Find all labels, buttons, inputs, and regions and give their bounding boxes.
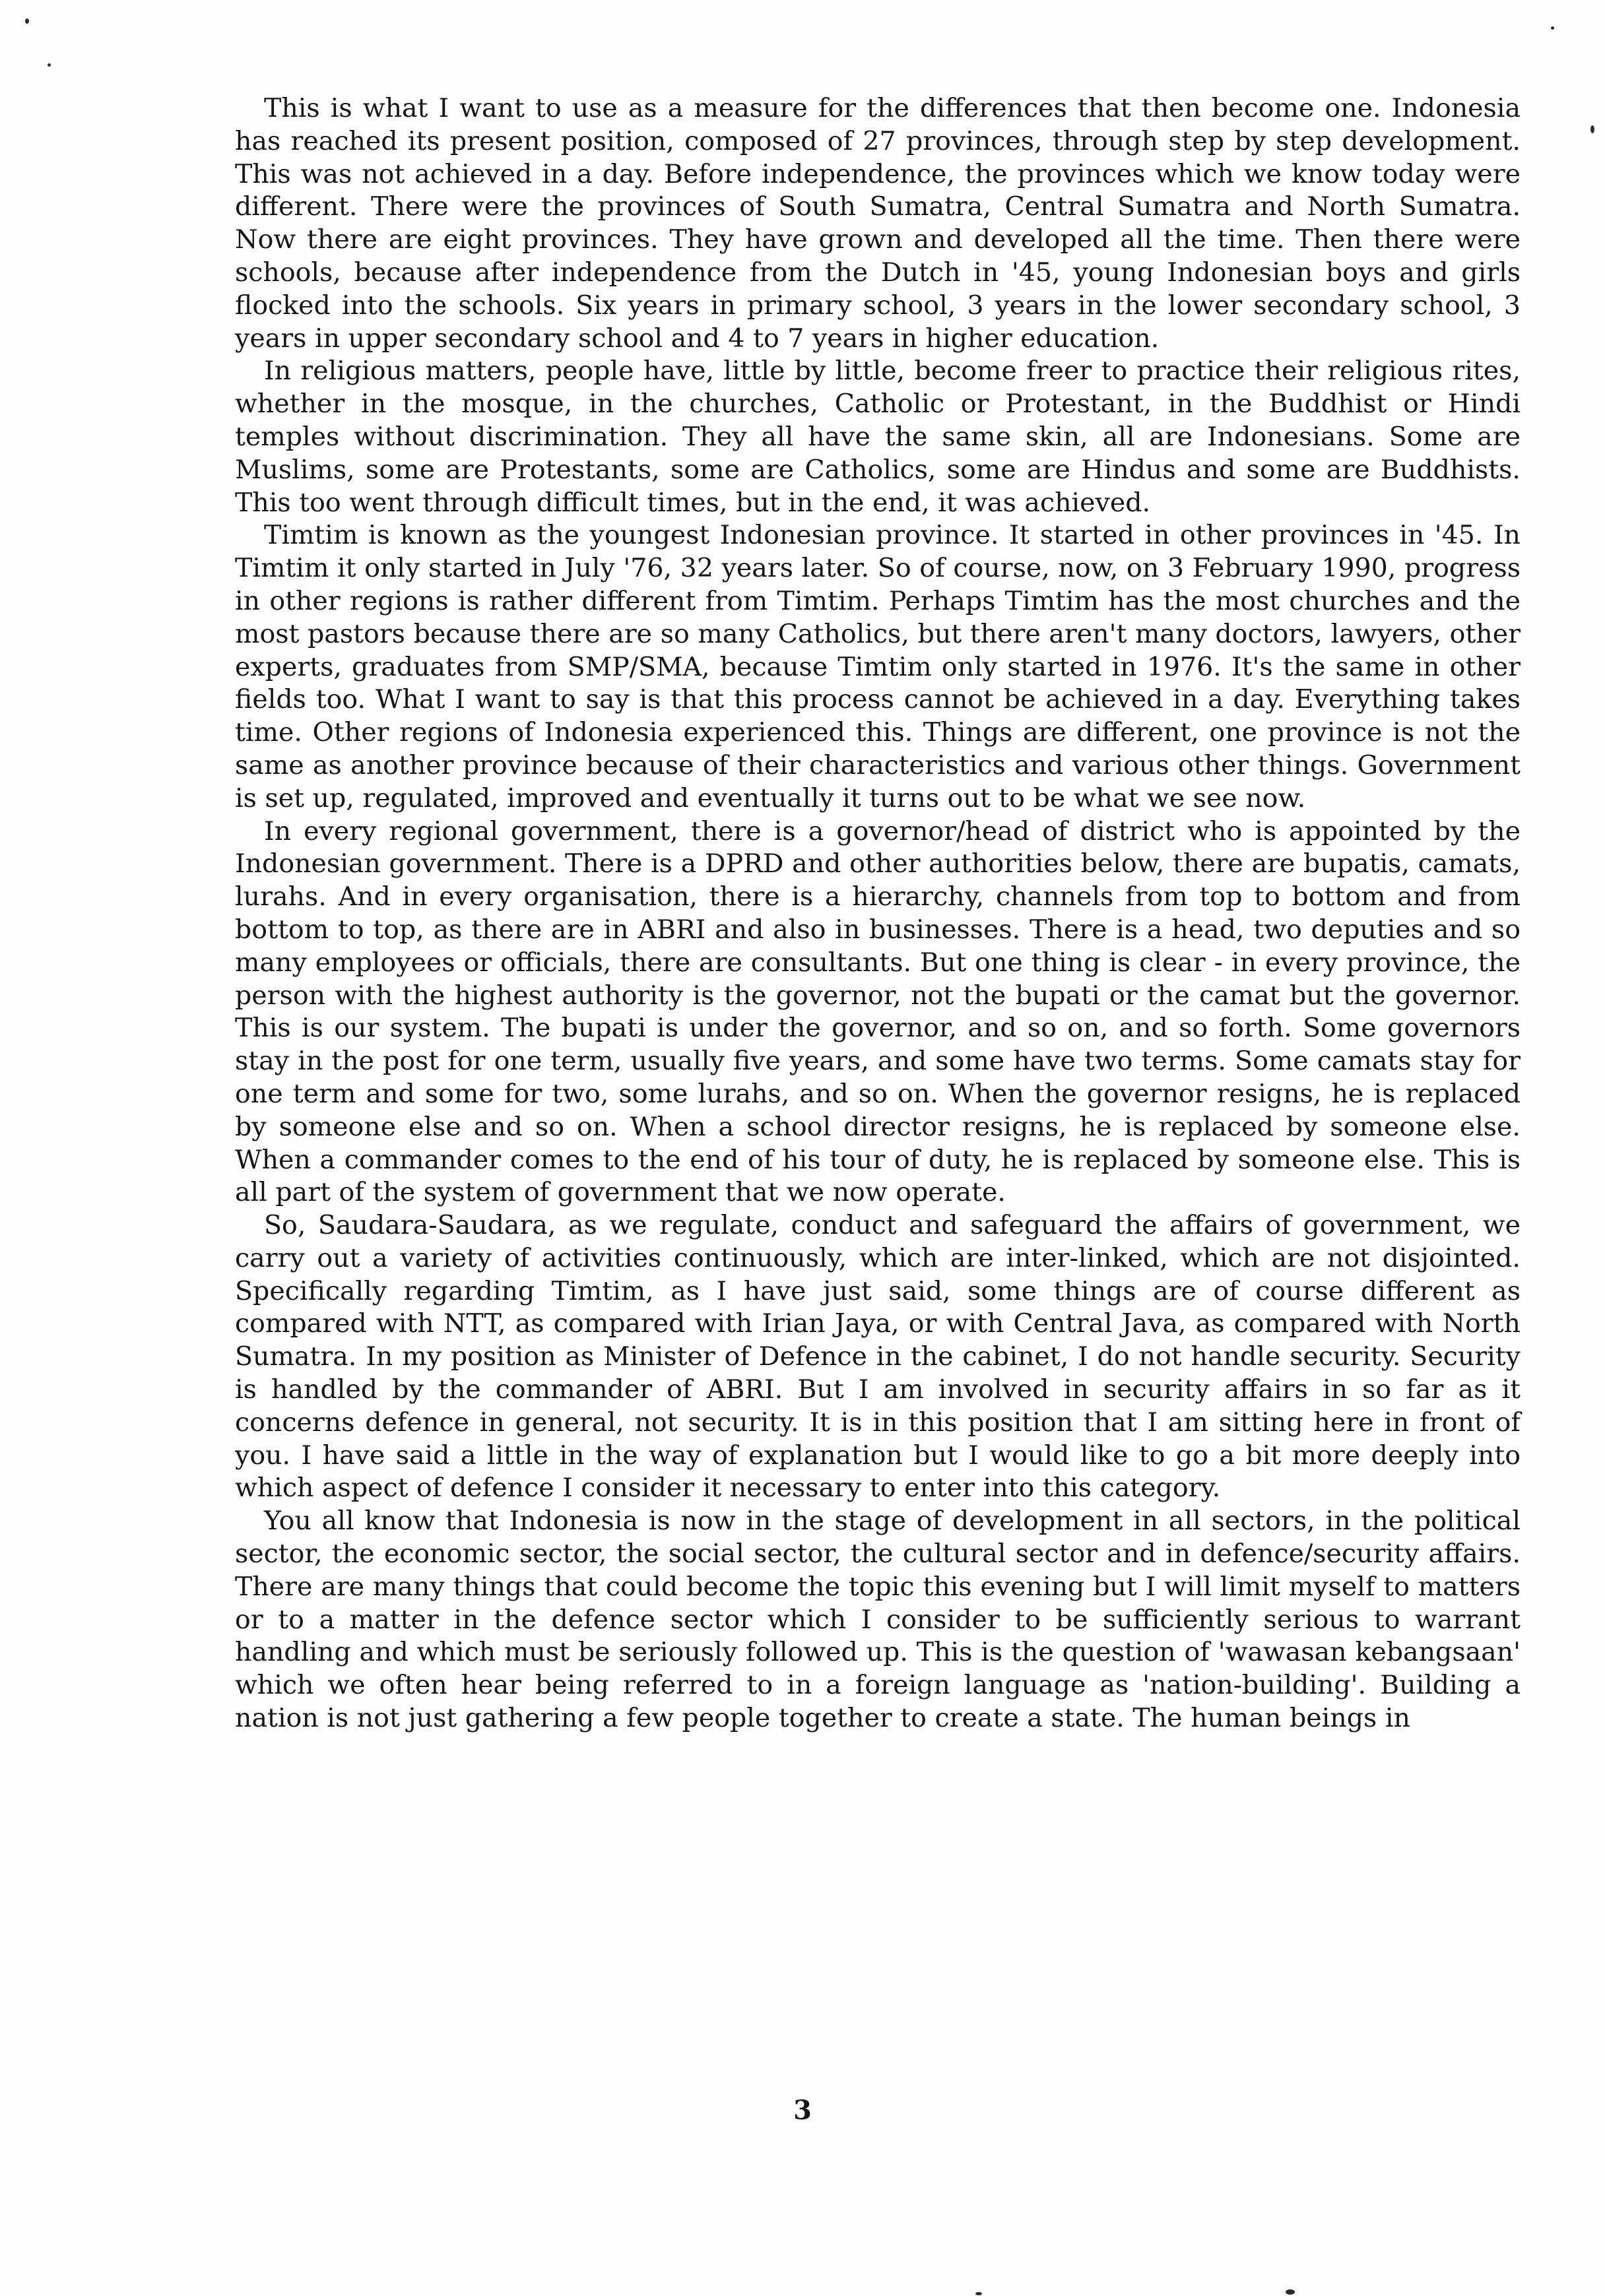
page-number: 3 <box>793 2095 812 2126</box>
scan-speck <box>25 18 29 24</box>
scan-speck <box>1590 125 1594 133</box>
paragraph-1: This is what I want to use as a measure for the differences that then become one. Indonesia has reached its present position, composed of 27 provinces, through step by step development. This was not achieved in a day. Before independence, the provinces which we know today were different. There were the provinces of South Sumatra, Central Sumatra and North Sumatra. Now there are eight provinces. They have grown and developed all the time. Then there were schools, because after independence from the Dutch in '45, young Indonesian boys and girls flocked into the schools. Six years in primary school, 3 years in the lower secondary school, 3 years in upper secondary school and 4 to 7 years in higher education. <box>235 93 1521 354</box>
scan-speck <box>48 63 51 67</box>
scan-speck <box>975 2292 982 2295</box>
document-body <box>235 92 1521 1735</box>
scan-speck <box>1286 2289 1295 2295</box>
paragraph-3: Timtim is known as the youngest Indonesian province. It started in other provinces in '45. In Timtim it only started in July '76, 32 years later. So of course, now, on 3 February 1990, progress in other regions is rather different from Timtim. Perhaps Timtim has the most churches and the most pastors because there are so many Catholics, but there aren't many doctors, lawyers, other experts, graduates from SMP/SMA, because Timtim only started in 1976. It's the same in other fields too. What I want to say is that this process cannot be achieved in a day. Everything takes time. Other regions of Indonesia experienced this. Things are different, one province is not the same as another province because of their characteristics and various other things. Government is set up, regulated, improved and eventually it turns out to be what we see now. <box>235 520 1521 813</box>
scan-speck <box>1551 26 1554 30</box>
paragraph-5: So, Saudara-Saudara, as we regulate, conduct and safeguard the affairs of government, we carry out a variety of activities continuously, which are inter-linked, which are not disjointed. Specifically regarding Timtim, as I have just said, some things are of course different as compared with NTT, as compared with Irian Jaya, or with Central Java, as compared with North Sumatra. In my position as Minister of Defence in the cabinet, I do not handle security. Security is handled by the commander of ABRI. But I am involved in security affairs in so far as it concerns defence in general, not security. It is in this position that I am sitting here in front of you. I have said a little in the way of explanation but I would like to go a bit more deeply into which aspect of defence I consider it necessary to enter into this category. <box>235 1210 1521 1504</box>
paragraph-2: In religious matters, people have, little by little, become freer to practice their religious rites, whether in the mosque, in the churches, Catholic or Protestant, in the Buddhist or Hindi temples without discrimination. They all have the same skin, all are Indonesians. Some are Muslims, some are Protestants, some are Catholics, some are Hindus and some are Buddhists. This too went through difficult times, but in the end, it was achieved. <box>235 356 1521 518</box>
paragraph-4: In every regional government, there is a governor/head of district who is appointed by the Indonesian government. There is a DPRD and other authorities below, there are bupatis, camats, lurahs. And in every organisation, there is a hierarchy, channels from top to bottom and from bottom to top, as there are in ABRI and also in businesses. There is a head, two deputies and so many employees or officials, there are consultants. But one thing is clear - in every province, the person with the highest authority is the governor, not the bupati or the camat but the governor. This is our system. The bupati is under the governor, and so on, and so forth. Some governors stay in the post for one term, usually five years, and some have two terms. Some camats stay for one term and some for two, some lurahs, and so on. When the governor resigns, he is replaced by someone else and so on. When a school director resigns, he is replaced by someone else. When a commander comes to the end of his tour of duty, he is replaced by someone else. This is all part of the system of government that we now operate. <box>235 815 1521 1208</box>
paragraph-6: You all know that Indonesia is now in the stage of development in all sectors, in the political sector, the economic sector, the social sector, the cultural sector and in defence/security affairs. There are many things that could become the topic this evening but I will limit myself to matters or to a matter in the defence sector which I consider to be sufficiently serious to warrant handling and which must be seriously followed up. This is the question of 'wawasan kebangsaan' which we often hear being referred to in a foreign language as 'nation-building'. Building a nation is not just gathering a few people together to create a state. The human beings in <box>235 1506 1521 1734</box>
